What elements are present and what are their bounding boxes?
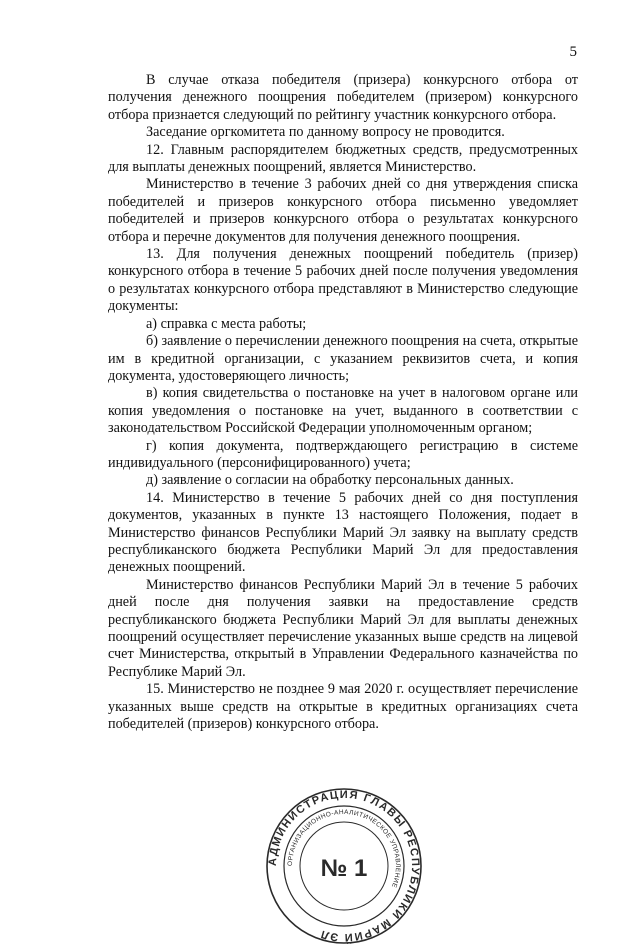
stamp-outer-text: АДМИНИСТРАЦИЯ ГЛАВЫ РЕСПУБЛИКИ МАРИЙ ЭЛ bbox=[266, 788, 422, 944]
list-item: г) копия документа, подтверждающего регистрацию в системе индивидуального (персонифицированного) учета; bbox=[108, 437, 578, 471]
list-item: б) заявление о перечислении денежного поощрения на счета, открытые им в кредитной организации, с указанием реквизитов счета, и копия документа, удостоверяющего личность; bbox=[108, 333, 578, 384]
document-body bbox=[108, 72, 578, 733]
list-item: а) справка с места работы; bbox=[146, 315, 307, 332]
page-number: 5 bbox=[569, 44, 577, 60]
stamp-number: № 1 bbox=[320, 855, 368, 882]
stamp-seal-icon bbox=[264, 786, 424, 946]
paragraph: 12. Главным распорядителем бюджетных средств, предусмотренных для выплаты денежных поощрений, является Министерство. bbox=[108, 141, 578, 176]
paragraph: Министерство финансов Республики Марий Эл в течение 5 рабочих дней после дня получения заявки на предоставление средств республиканского бюджета Республики Марий Эл для выплаты денежных поощрений осуществляет перечисление указанных выше средств на лицевой счет Министерства, открытый в Управлении Федерального казначейства по Республике Марий Эл. bbox=[108, 576, 578, 680]
official-stamp bbox=[264, 786, 424, 946]
paragraph: В случае отказа победителя (призера) конкурсного отбора от получения денежного поощрения победителем (призером) конкурсного отбора признается следующий по рейтингу участник конкурсного отбора. bbox=[108, 72, 578, 123]
stamp-inner-text: ОРГАНИЗАЦИОННО-АНАЛИТИЧЕСКОЕ УПРАВЛЕНИЕ bbox=[286, 808, 402, 889]
list-item: д) заявление о согласии на обработку персональных данных. bbox=[146, 472, 514, 489]
paragraph: 14. Министерство в течение 5 рабочих дней со дня поступления документов, указанных в пункте 13 настоящего Положения, подает в Министерство финансов Республики Марий Эл заявку на выплату средств республиканского бюджета Республики Марий Эл для предоставления денежных поощрений. bbox=[108, 489, 578, 576]
paragraph: Заседание оргкомитета по данному вопросу не проводится. bbox=[146, 124, 505, 141]
paragraph: 13. Для получения денежных поощрений победитель (призер) конкурсного отбора в течение 5 рабочих дней после получения уведомления о результатах конкурсного отбора представляют в Министерство следующие документы: bbox=[108, 246, 578, 315]
list-item: в) копия свидетельства о постановке на учет в налоговом органе или копия уведомления о постановке на учет, выданного в соответствии с законодательством Российской Федерации уполномоченным органом; bbox=[108, 385, 578, 437]
paragraph: 15. Министерство не позднее 9 мая 2020 г. осуществляет перечисление указанных выше средств на открытые в кредитных организациях счета победителей (призеров) конкурсного отбора. bbox=[108, 681, 578, 733]
paragraph: Министерство в течение 3 рабочих дней со дня утверждения списка победителей и призеров конкурсного отбора письменно уведомляет победителей и призеров конкурсного отбора о результатах конкурсного отбора и перечне документов для получения денежного поощрения. bbox=[108, 176, 578, 245]
